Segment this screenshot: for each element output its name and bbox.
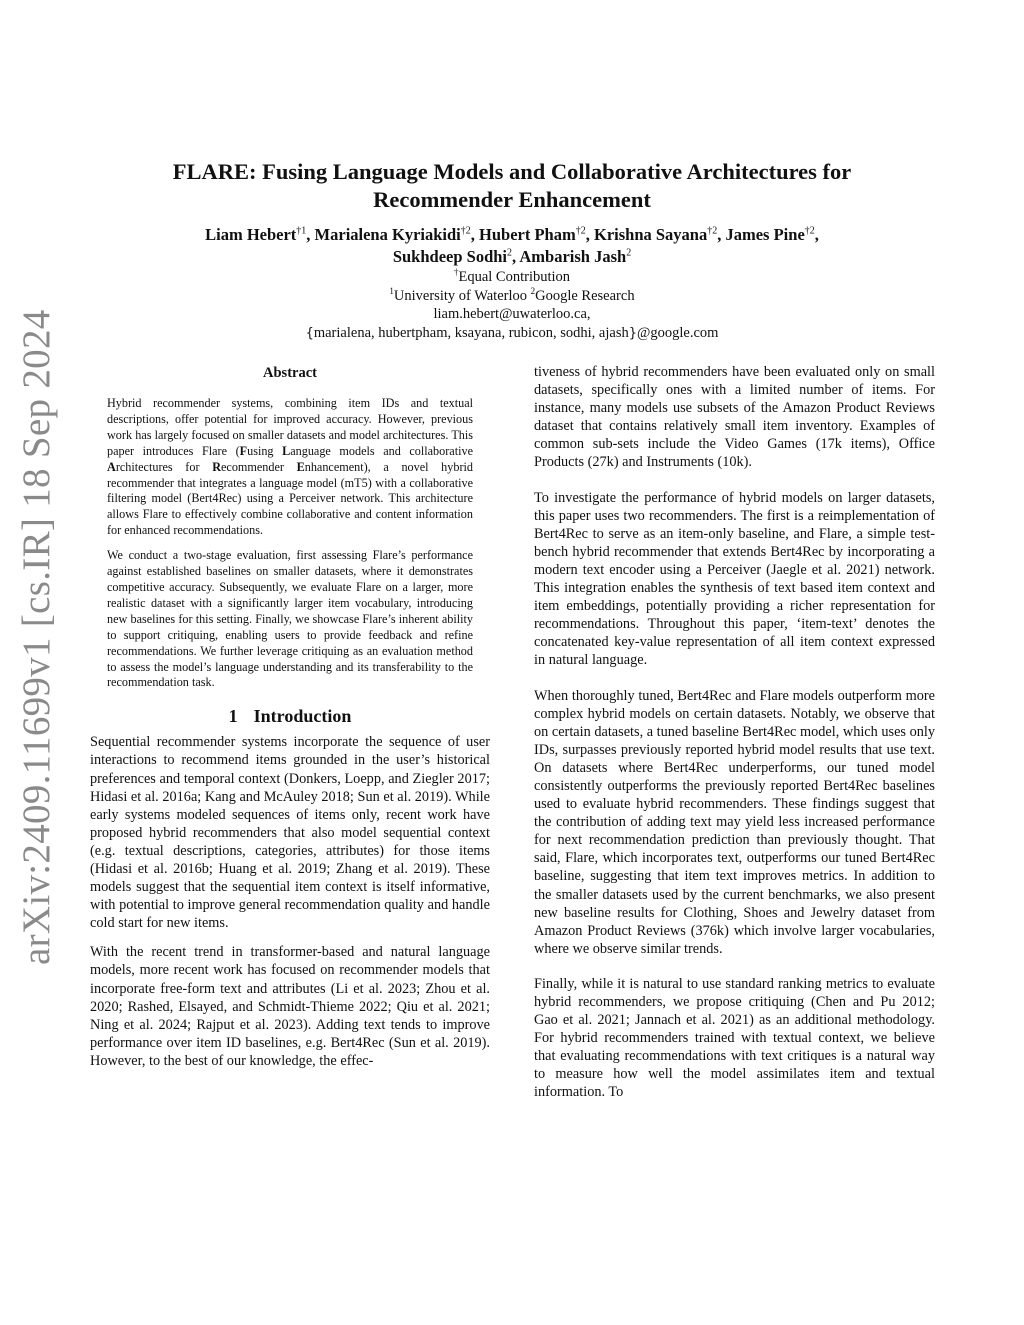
section-heading-introduction: 1 Introduction [228, 706, 352, 727]
body-paragraph: Sequential recommender systems incorporate the sequence of user interactions to recommend items grounded in the user’s historical preferences and temporal context (Donkers, Loepp, and Ziegler 2017; Hidasi et al. 2016a; Kang and McAuley 2018; Sun et al. 2019). While early systems modeled sequences of items only, recent work have proposed hybrid recommenders that also model sequential context (e.g. textual descriptions, categories, attributes) for those items (Hidasi et al. 2016b; Huang et al. 2019; Zhang et al. 2019). These models suggest that the sequential item context is itself informative, with potential to improve general recommendation quality and handle cold start for new items. [90, 734, 490, 932]
author-mark: 2 [507, 247, 513, 259]
title-line-2: Recommender Enhancement [373, 187, 651, 212]
author-list: Liam Hebert$^{\dagger 1}$, Marialena Kyriakidi$^{\dagger 2}$, Hubert Pham$^{\dagger 2}$, Krishna Sayana$^{\dagger 2}$, James Pine$^{\dagger 2}$, Sukhdeep Sodhi$^2$, Ambarish Jash$^2$ [205, 225, 819, 266]
introduction-body [90, 733, 490, 1070]
abstract-paragraph: We conduct a two-stage evaluation, first assessing Flare’s performance against established baselines on smaller datasets, where it demonstrates competitive accuracy. Subsequently, we evaluate Flare on a larger, more realistic dataset with a significantly larger item vocabulary, introducing new baselines for this setting. Finally, we showcase Flare’s inherent ability to support critiquing, enabling users to provide feedback and refine recommendations. We further leverage critiquing as an evaluation method to assess the model’s language understanding and its transferability to the recommendation task. [107, 548, 473, 690]
author-mark: †2 [460, 225, 471, 237]
arxiv-identifier: arXiv:2409.11699v1 [cs.IR] 18 Sep 2024 [15, 309, 58, 965]
abstract-heading: Abstract [263, 365, 317, 381]
author-name: Marialena Kyriakidi [314, 225, 461, 244]
affiliations-line: $^1$University of Waterloo $^2$Google Research [389, 285, 635, 304]
author-name: Liam Hebert [205, 225, 297, 244]
author-mark: †2 [575, 225, 586, 237]
author-mark: †2 [804, 225, 815, 237]
author-mark: †1 [296, 225, 307, 237]
email-waterloo: liam.hebert@uwaterloo.ca, [433, 306, 591, 322]
introduction-continued [534, 363, 935, 1102]
left-column [90, 365, 490, 1070]
email-google: {marialena, hubertpham, ksayana, rubicon, sodhi, ajash}@google.com [305, 324, 719, 341]
title-line-1: FLARE: Fusing Language Models and Collaborative Architectures for [172, 159, 852, 184]
body-paragraph: To investigate the performance of hybrid models on larger datasets, this paper uses two recommenders. The first is a reimplementation of Bert4Rec to serve as an item-only baseline, and Flare, a simple test-bench hybrid recommender that extends Bert4Rec by incorporating a modern text encoder using a Perceiver (Jaegle et al. 2021) network. This integration enables the synthesis of text based item context and item embeddings, potentially providing a richer representation for recommendations. Throughout this paper, ‘item-text’ denotes the concatenated key-value representation of all item context expressed in natural language. [534, 489, 935, 669]
equal-contribution-note: †Equal Contribution [453, 267, 571, 285]
abstract-body [107, 396, 473, 691]
body-paragraph: tiveness of hybrid recommenders have been evaluated only on small datasets, specifically ones with a limited number of items. For instance, many models use subsets of the Amazon Product Reviews dataset that contains relatively small item inventory. Examples of common sub-sets include the Video Games (17k items), Office Products (27k) and Instruments (10k). [534, 364, 935, 471]
author-name: Hubert Pham [479, 225, 576, 244]
author-mark: 2 [626, 247, 632, 259]
paper-header [100, 158, 924, 343]
author-mark: †2 [707, 225, 718, 237]
body-paragraph: Finally, while it is natural to use standard ranking metrics to evaluate hybrid recommenders, we propose critiquing (Chen and Pu 2012; Gao et al. 2021; Jannach et al. 2021) as an additional methodology. For hybrid recommenders trained with textual context, we believe that evaluating recommendations with text critiques is a natural way to measure how well the model assimilates item and textual information. To [534, 975, 935, 1101]
author-name: Krishna Sayana [593, 225, 708, 244]
body-paragraph: With the recent trend in transformer-based and natural language models, more recent work has focused on recommender models that incorporate free-form text and attributes (Li et al. 2023; Zhou et al. 2020; Rashed, Elsayed, and Schmidt-Thieme 2022; Qiu et al. 2021; Ning et al. 2024; Rajput et al. 2023). Adding text tends to improve performance over item ID baselines, e.g. Bert4Rec (Sun et al. 2019). However, to the best of our knowledge, the effec- [90, 944, 490, 1069]
author-name: James Pine [725, 225, 805, 244]
paper-title [100, 158, 924, 214]
abstract-paragraph: Hybrid recommender systems, combining item IDs and textual descriptions, offer potential for improved accuracy. However, previous work has largely focused on smaller datasets and model architectures. This paper introduces Flare (Fusing Language models and collaborative Architectures for Recommender Enhancement), a novel hybrid recommender that integrates a language model (mT5) with a collaborative filtering model (Bert4Rec) using a Perceiver network. This architecture allows Flare to effectively combine collaborative and content information for enhanced recommendations. [107, 396, 473, 538]
author-name: Ambarish Jash [519, 247, 627, 266]
right-column [534, 363, 935, 1102]
body-paragraph: When thoroughly tuned, Bert4Rec and Flare models outperform more complex hybrid models on certain datasets. Notably, we observe that on certain datasets, a tuned baseline Bert4Rec model, which uses only IDs, surpasses previously reported hybrid model results that use text. On datasets where Bert4Rec underperforms, our tuned model consistently outperforms the previously reported Bert4Rec baselines used to evaluate hybrid recommenders. These findings suggest that the contribution of adding text may yield less increased performance for next recommendation prediction than previously thought. That said, Flare, which incorporates text, outperforms our tuned Bert4Rec baseline, suggesting that item text improves metrics. In addition to the smaller datasets used by the current benchmarks, we also present new baseline results for Clothing, Shoes and Jewelry dataset from Amazon Product Reviews (376k) which involve larger vocabularies, where we observe similar trends. [534, 687, 935, 957]
author-name: Sukhdeep Sodhi [392, 247, 508, 266]
